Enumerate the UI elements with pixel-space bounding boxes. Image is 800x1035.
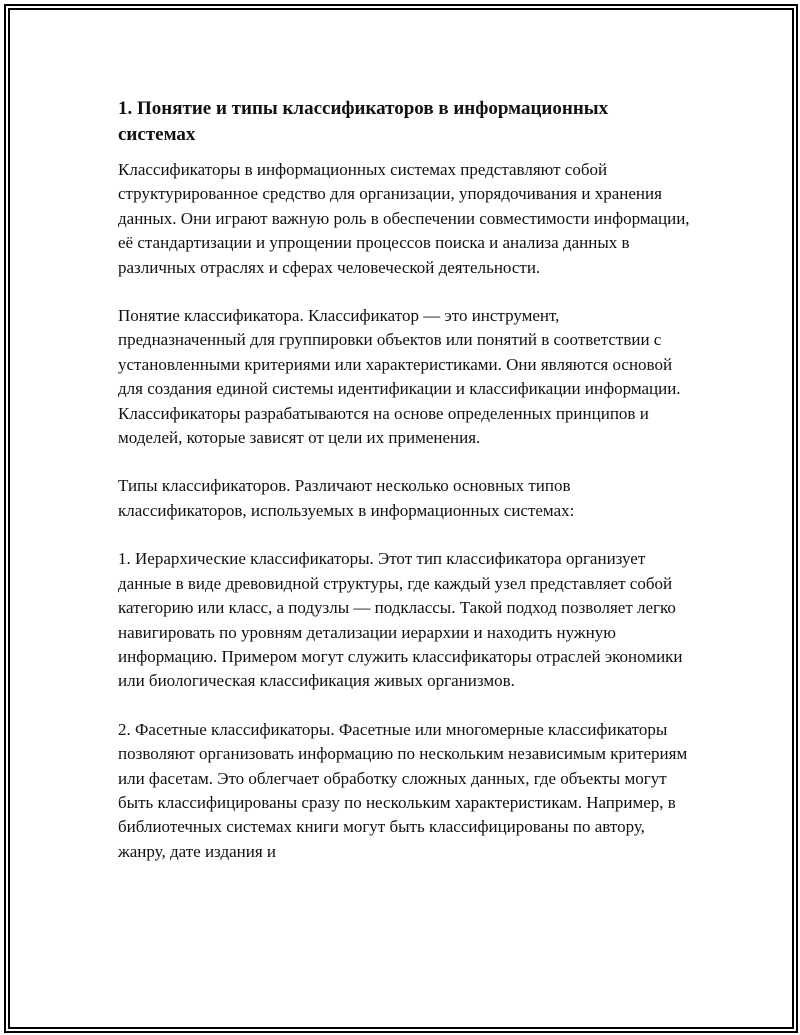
paragraph-intro: Классификаторы в информационных системах представляют собой структурированное средство для организации, упорядочивания и хранения данных. Они играют важную роль в обеспечении совместимости информации, её стандартизации и упрощении процессов поиска и анализа данных в различных отраслях и сферах человеческой деятельности. <box>118 160 690 277</box>
document-body <box>118 96 690 888</box>
paragraph-hierarchical: 1. Иерархические классификаторы. Этот тип классификатора организует данные в виде древовидной структуры, где каждый узел представляет собой категорию или класс, а подузлы — подклассы. Такой подход позволяет легко навигировать по уровням детализации иерархии и находить нужную информацию. Примером могут служить классификаторы отраслей экономики или биологическая классификация живых организмов. <box>118 549 683 691</box>
paragraph-faceted: 2. Фасетные классификаторы. Фасетные или многомерные классификаторы позволяют организовать информацию по нескольким независимым критериям или фасетам. Это облегчает обработку сложных данных, где объекты могут быть классифицированы сразу по нескольким характеристикам. Например, в библиотечных системах книги могут быть классифицированы по автору, жанру, дате издания и <box>118 719 688 861</box>
paragraph-classifier-types: Типы классификаторов. Различают несколько основных типов классификаторов, используемых в информационных системах: <box>118 476 575 520</box>
paragraph-classifier-concept: Понятие классификатора. Классификатор — это инструмент, предназначенный для группировки объектов или понятий в соответствии с установленными критериями или характеристиками. Они являются основой для создания единой системы идентификации и классификации информации. Классификаторы разрабатываются на основе определенных принципов и моделей, которые зависят от цели их применения. <box>118 306 681 448</box>
section-heading: 1. Понятие и типы классификаторов в информационных системах <box>118 98 609 145</box>
